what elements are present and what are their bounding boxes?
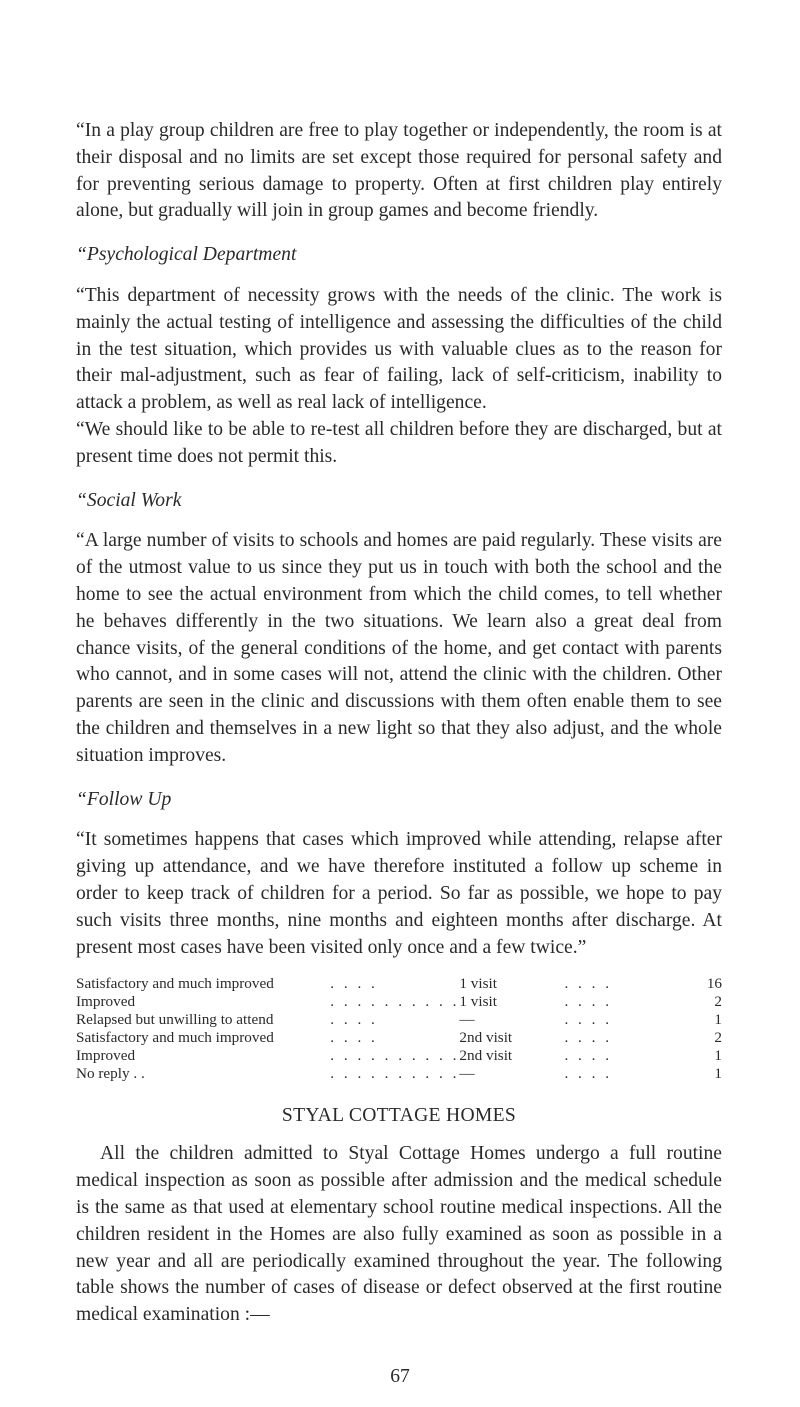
leader-dots: . . . .	[564, 975, 613, 993]
row-label: Satisfactory and much improved	[76, 1029, 274, 1047]
row-label: Satisfactory and much improved	[76, 975, 274, 993]
leader-dots: . . . .	[330, 1011, 378, 1029]
count-cell: 1	[714, 1011, 722, 1029]
count-cell: 1	[714, 1047, 722, 1065]
visit-cell: —	[459, 1065, 475, 1083]
count-cell: 2	[714, 993, 722, 1011]
social-work-paragraph: “A large number of visits to schools and homes are paid regularly. These visits are of the utmost value to us since they put us in touch with both the school and the home to see the actual environment from which the child comes, to tell whether he behaves differently in the two situations. We learn also a great deal from chance visits, of the general conditions of the home, and get contact with parents who cannot, and in some cases will not, attend the clinic with the children. Other parents are seen in the clinic and discussions with them often enable them to see the children and themselves in a new light so that they also adjust, and the whole situation improves.	[76, 530, 722, 766]
leader-dots: . . . .	[564, 1029, 613, 1047]
table-row	[76, 1011, 722, 1029]
page-number: 67	[390, 1366, 410, 1387]
visit-cell: 2nd visit	[459, 1029, 513, 1047]
row-label: Improved	[76, 993, 136, 1011]
document-page	[76, 118, 722, 1329]
follow-up-heading: “Follow Up	[76, 788, 172, 810]
count-cell: 2	[714, 1029, 722, 1047]
table-row	[76, 993, 722, 1011]
table-row	[76, 975, 722, 993]
leader-dots: . . . .	[330, 1029, 378, 1047]
psychological-department-heading: “Psychological Department	[76, 244, 297, 266]
follow-up-results-table	[76, 975, 722, 1083]
visit-cell: 1 visit	[459, 993, 497, 1011]
leader-dots: . . . . . . . . . .	[330, 1065, 460, 1083]
leader-dots: . . . .	[564, 1065, 613, 1083]
leader-dots: . . . .	[330, 975, 378, 993]
styal-paragraph: All the children admitted to Styal Cottage Homes undergo a full routine medical inspection as soon as possible after admission and the medical schedule is the same as that used at elementary school routine medical inspections. All the children resident in the Homes are also fully examined as soon as possible in a new year and all are periodically examined throughout the year. The following table shows the number of cases of disease or defect observed at the first routine medical examination :—	[76, 1143, 722, 1326]
psychological-paragraph-1: “This department of necessity grows with the needs of the clinic. The work is mainly the actual testing of intelligence and assessing the difficulties of the child in the test situation, which provides us with valuable clues as to the reason for their mal-adjustment, such as fear of failing, lack of self-criticism, inability to attack a problem, as well as real lack of intelligence.	[76, 284, 722, 414]
table-row	[76, 1065, 722, 1083]
count-cell: 16	[706, 975, 722, 993]
leader-dots: . . . . . . . . . .	[330, 993, 460, 1011]
styal-cottage-homes-heading: STYAL COTTAGE HOMES	[281, 1105, 517, 1127]
psychological-paragraph-2: “We should like to be able to re-test all children before they are discharged, but at present time does not permit this.	[76, 418, 722, 467]
table-row	[76, 1029, 722, 1047]
row-label: Improved	[76, 1047, 136, 1065]
leader-dots: . . . .	[564, 1047, 613, 1065]
visit-cell: 1 visit	[459, 975, 497, 993]
leader-dots: . . . .	[564, 1011, 613, 1029]
row-label: No reply . .	[76, 1065, 145, 1083]
row-label: Relapsed but unwilling to attend	[76, 1011, 274, 1029]
leader-dots: . . . . . . . . . .	[330, 1047, 460, 1065]
visit-cell: —	[459, 1011, 475, 1029]
count-cell: 1	[714, 1065, 722, 1083]
follow-up-paragraph: “It sometimes happens that cases which improved while attending, relapse after giving up attendance, and we have therefore instituted a follow up scheme in order to keep track of children for a period. So far as possible, we hope to pay such visits three months, nine months and eighteen months after discharge. At present most cases have been visited only once and a few twice.”	[76, 829, 722, 958]
leader-dots: . . . .	[564, 993, 613, 1011]
table-row	[76, 1047, 722, 1065]
social-work-heading: “Social Work	[76, 489, 182, 511]
visit-cell: 2nd visit	[459, 1047, 513, 1065]
play-group-paragraph: “In a play group children are free to play together or independently, the room is at their disposal and no limits are set except those required for personal safety and for preventing serious damage to property. Often at first children play entirely alone, but gradually will join in group games and become friendly.	[76, 120, 722, 222]
